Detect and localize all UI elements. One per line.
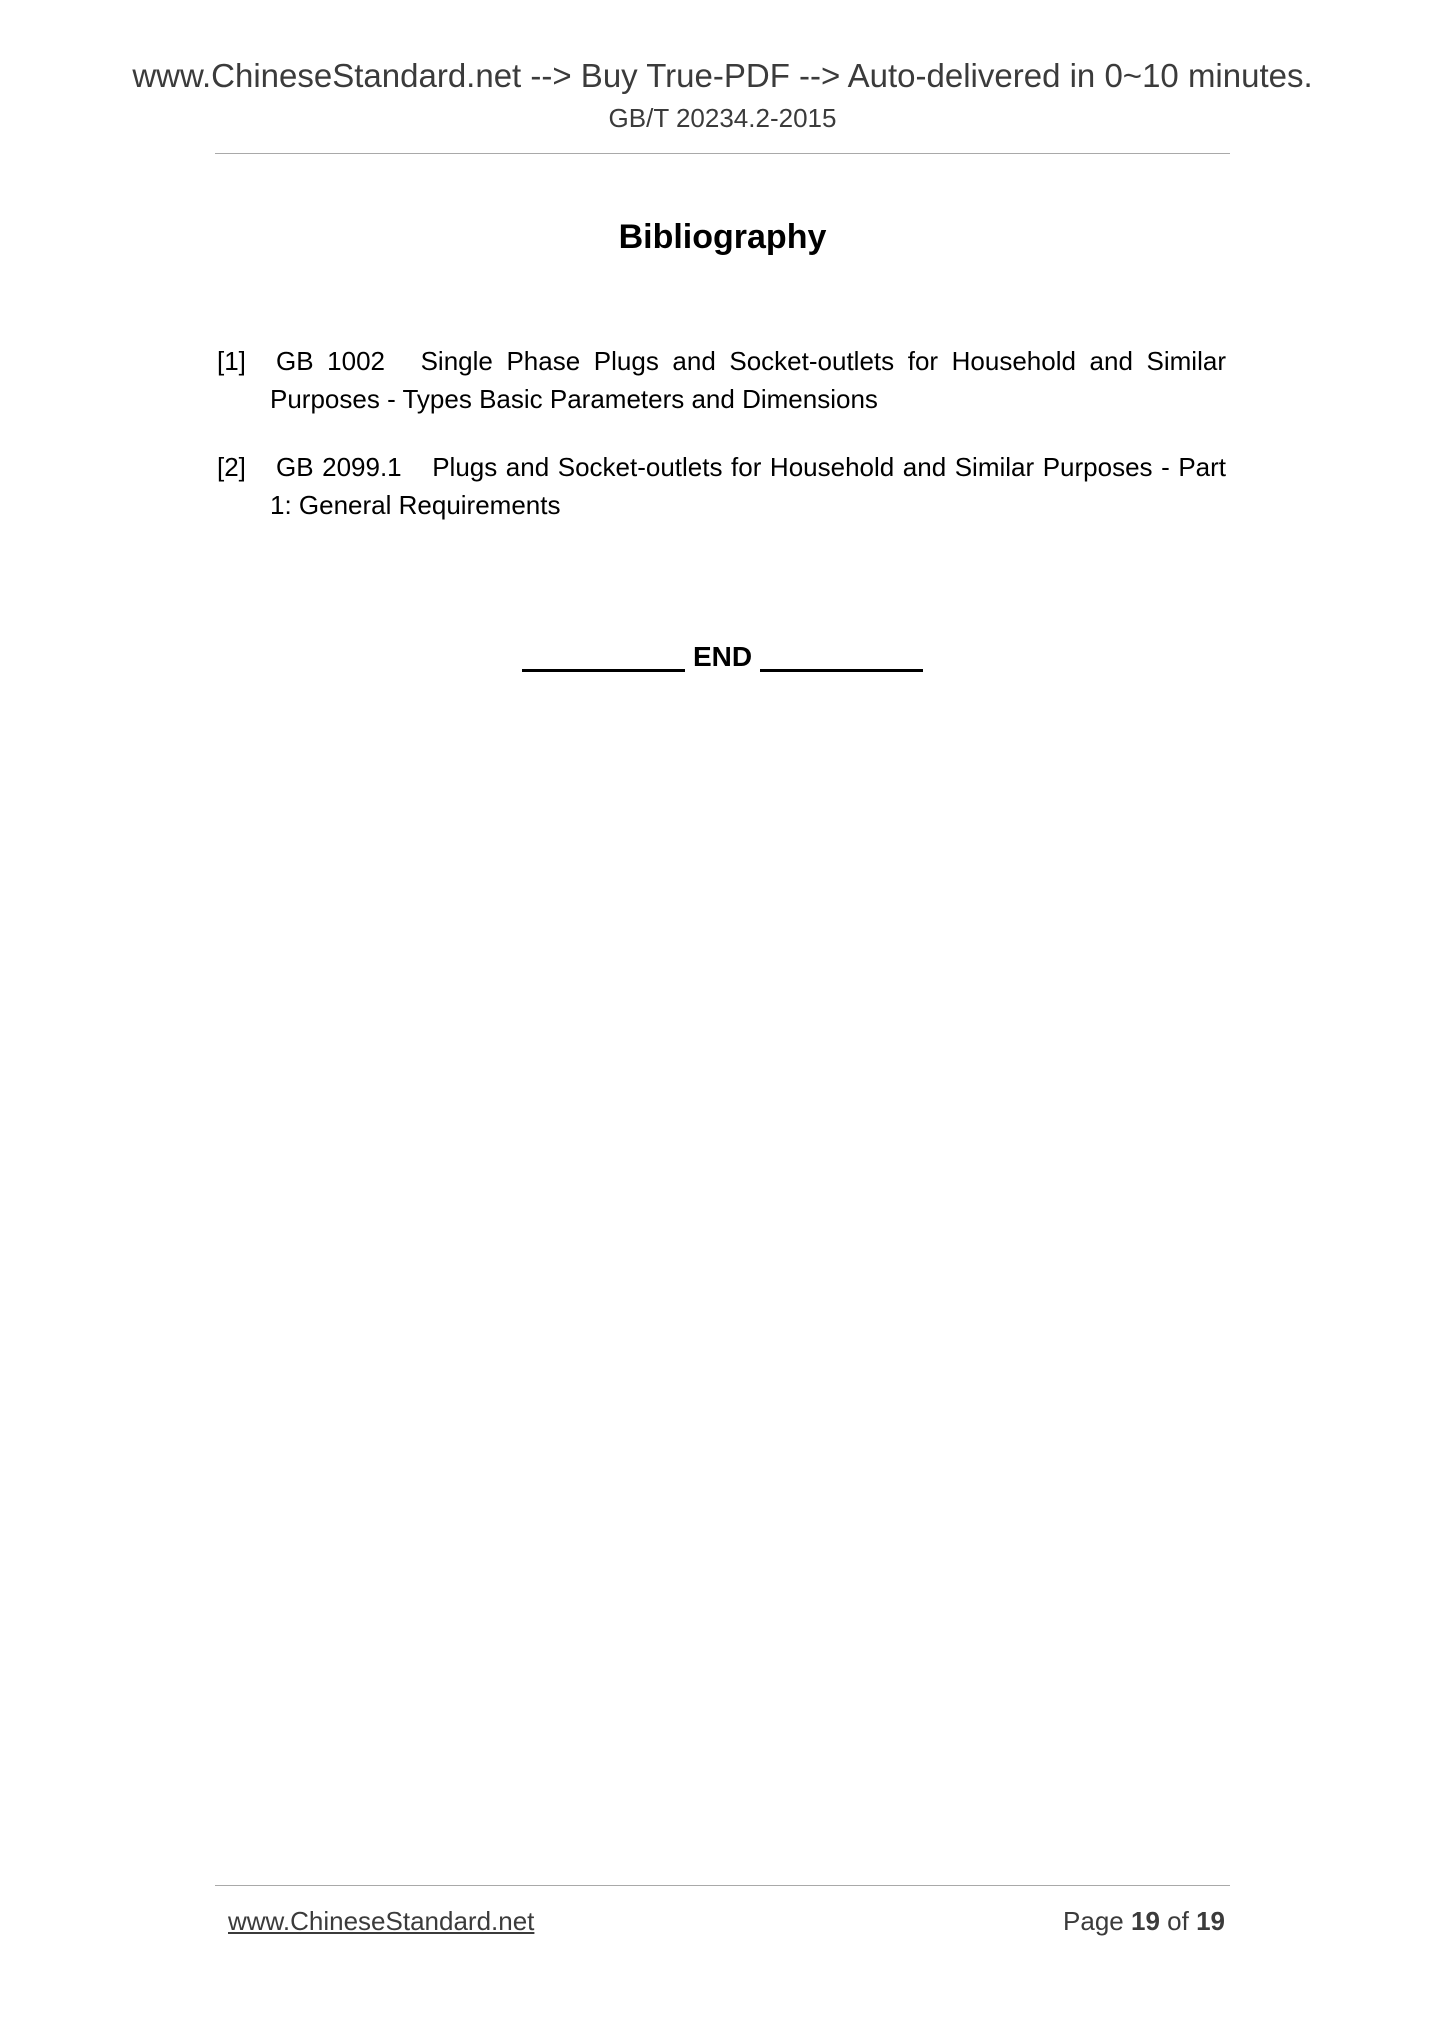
section-title: Bibliography	[618, 218, 827, 256]
reference-code: GB 2099.1	[276, 452, 402, 482]
reference-number: [1]	[217, 346, 246, 376]
end-label: END	[692, 641, 753, 672]
page-indicator	[1063, 1905, 1225, 1937]
header-banner: www.ChineseStandard.net --> Buy True-PDF --> Auto-delivered in 0~10 minutes.	[132, 57, 1313, 94]
end-marker	[0, 639, 1445, 675]
page-prefix: Page	[1063, 1906, 1124, 1936]
end-rule-left	[522, 669, 685, 672]
current-page-number: 19	[1131, 1906, 1160, 1936]
reference-list	[217, 342, 1226, 524]
footer-divider	[215, 1885, 1230, 1886]
reference-code: GB 1002	[276, 346, 385, 376]
total-page-number: 19	[1196, 1906, 1225, 1936]
reference-item	[217, 342, 1226, 418]
reference-title: Single Phase Plugs and Socket-outlets for Household and Similar Purposes - Types Basic Parameters and Dimensions	[270, 346, 1226, 414]
page-of-label: of	[1167, 1906, 1189, 1936]
end-rule-right	[760, 669, 923, 672]
reference-number: [2]	[217, 452, 246, 482]
reference-title: Plugs and Socket-outlets for Household and Similar Purposes - Part 1: General Requirements	[270, 452, 1226, 520]
standard-number: GB/T 20234.2-2015	[608, 103, 837, 133]
header-divider	[215, 153, 1230, 154]
footer-website-link[interactable]: www.ChineseStandard.net	[228, 1906, 535, 1936]
reference-item	[217, 448, 1226, 524]
